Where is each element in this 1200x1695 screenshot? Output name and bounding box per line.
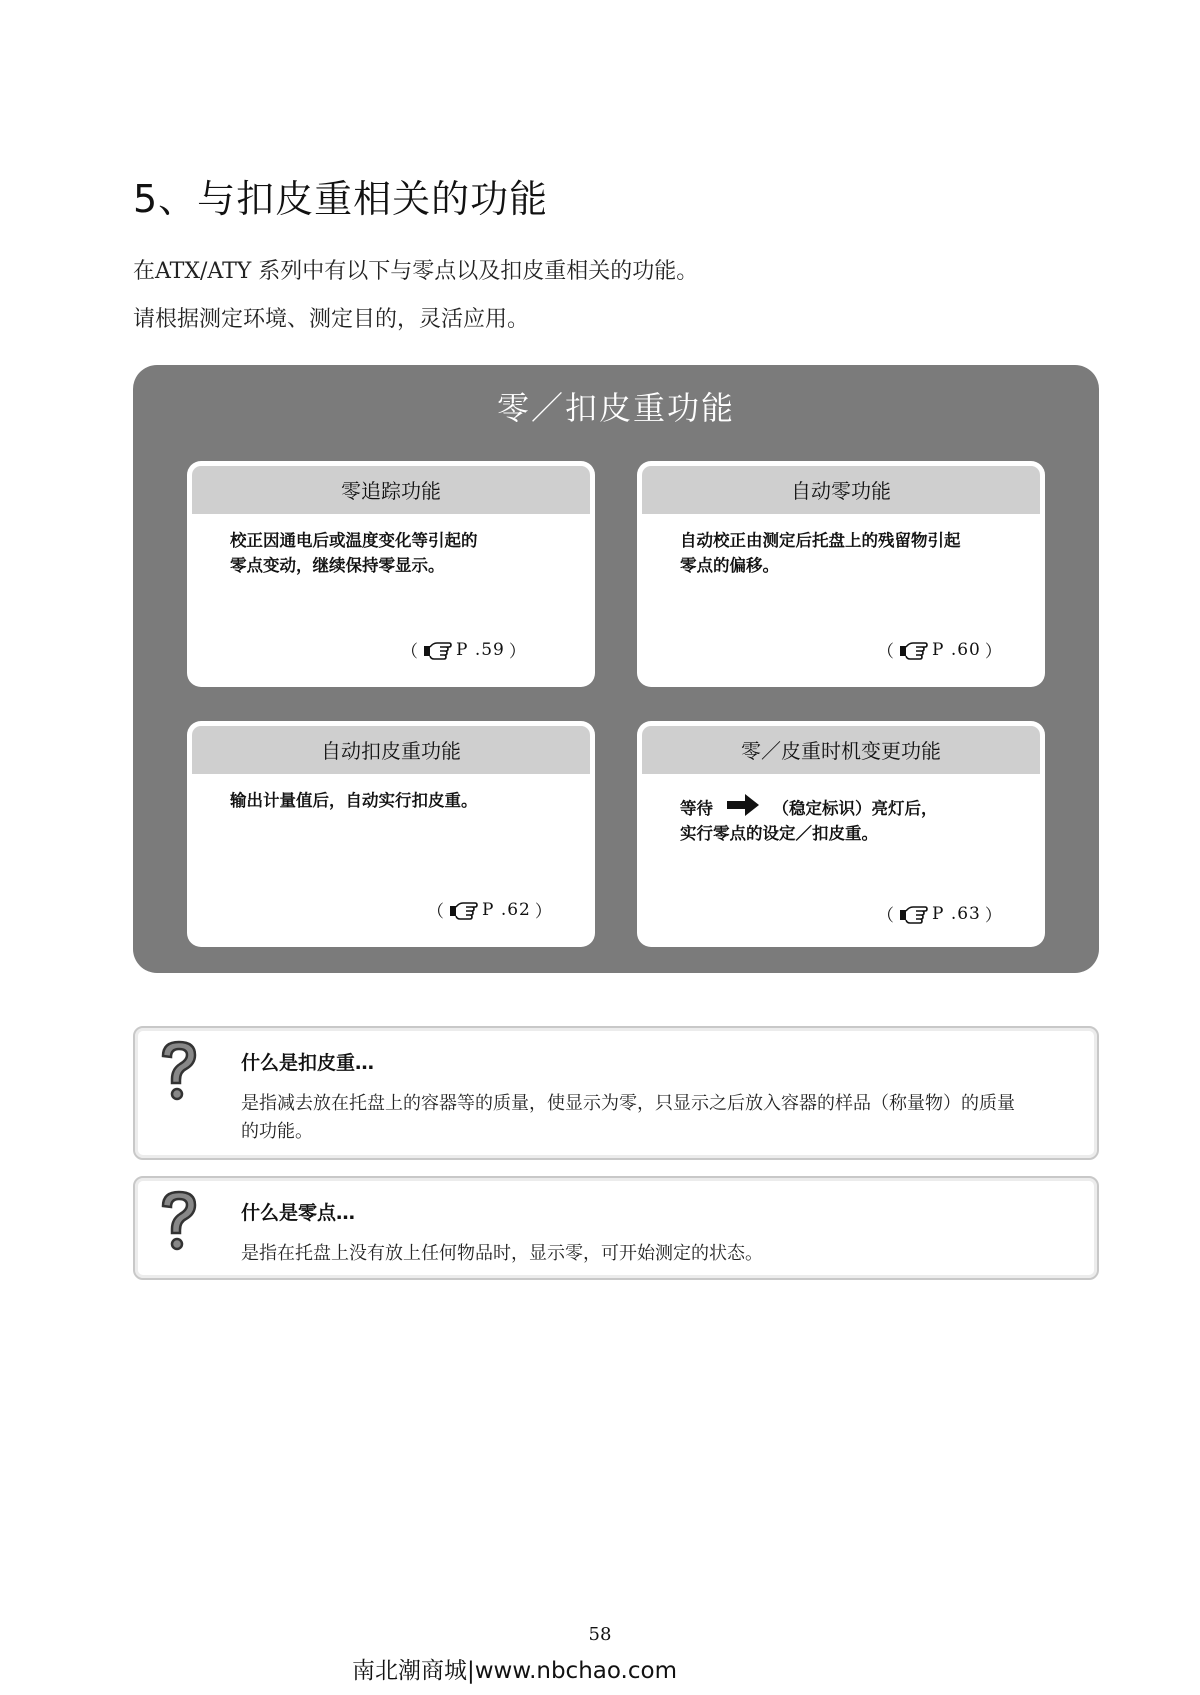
page-reference[interactable] — [877, 637, 1002, 662]
card-title: 零／皮重时机变更功能 — [642, 726, 1040, 774]
faq-zero-point — [133, 1176, 1099, 1280]
pointing-hand-icon — [898, 904, 928, 924]
ref-open-paren: （ — [401, 642, 418, 662]
page-reference[interactable] — [427, 897, 552, 922]
card-auto-zero — [637, 461, 1045, 687]
card-zero-tracking — [187, 461, 595, 687]
faq-tare — [133, 1026, 1099, 1160]
intro-line-1: 在ATX/ATY 系列中有以下与零点以及扣皮重相关的功能。 — [133, 259, 699, 284]
question-mark-icon — [153, 1188, 201, 1252]
card-description — [642, 514, 1040, 578]
card-zero-tare-timing — [637, 721, 1045, 947]
ref-close-paren: ） — [984, 642, 1002, 662]
stable-indicator-text: （稳定标识）亮灯后， — [772, 799, 938, 818]
pointing-hand-icon — [422, 640, 452, 660]
pointing-hand-icon — [898, 640, 928, 660]
card-description — [642, 774, 1040, 846]
intro-line-2: 请根据测定环境、测定目的，灵活应用。 — [133, 307, 530, 332]
site-watermark[interactable]: 南北潮商城|www.nbchao.com — [352, 1658, 677, 1684]
card-description-line: 自动校正由测定后托盘上的残留物引起 — [680, 531, 961, 550]
card-description-line: 零点的偏移。 — [680, 556, 779, 575]
ref-close-paren: ） — [508, 642, 526, 662]
ref-page: P .63 — [932, 903, 981, 924]
card-description-line: 零点变动，继续保持零显示。 — [230, 556, 445, 575]
arrow-right-icon — [725, 792, 761, 818]
wait-text: 等待 — [680, 799, 713, 818]
ref-open-paren: （ — [877, 642, 894, 662]
page-reference[interactable] — [877, 901, 1002, 926]
card-title: 自动扣皮重功能 — [192, 726, 590, 774]
faq-text: 是指减去放在托盘上的容器等的质量，使显示为零，只显示之后放入容器的样品（称量物）的质量的功能。 — [241, 1093, 1015, 1142]
ref-page: P .59 — [456, 639, 505, 660]
panel-title: 零／扣皮重功能 — [496, 389, 735, 427]
ref-open-paren: （ — [877, 906, 894, 926]
faq-title: 什么是零点… — [241, 1202, 356, 1224]
ref-close-paren: ） — [984, 906, 1002, 926]
faq-title: 什么是扣皮重… — [241, 1052, 375, 1074]
card-description — [192, 514, 590, 578]
card-description-line: 输出计量值后，自动实行扣皮重。 — [230, 791, 478, 810]
zero-tare-function-panel — [133, 365, 1099, 973]
section-title: 5、与扣皮重相关的功能 — [133, 177, 549, 221]
card-auto-tare — [187, 721, 595, 947]
intro-text — [133, 248, 698, 344]
card-description-line: 校正因通电后或温度变化等引起的 — [230, 531, 478, 550]
faq-text: 是指在托盘上没有放上任何物品时，显示零，可开始测定的状态。 — [241, 1243, 763, 1264]
card-description-line — [680, 792, 1004, 821]
card-description-line: 实行零点的设定／扣皮重。 — [680, 824, 878, 843]
page-number: 58 — [588, 1624, 612, 1645]
question-mark-icon — [153, 1038, 201, 1102]
page-reference[interactable] — [401, 637, 526, 662]
ref-close-paren: ） — [534, 902, 552, 922]
ref-open-paren: （ — [427, 902, 444, 922]
pointing-hand-icon — [448, 900, 478, 920]
ref-page: P .62 — [482, 899, 531, 920]
ref-page: P .60 — [932, 639, 981, 660]
card-description — [192, 774, 590, 813]
card-title: 自动零功能 — [642, 466, 1040, 514]
card-title: 零追踪功能 — [192, 466, 590, 514]
